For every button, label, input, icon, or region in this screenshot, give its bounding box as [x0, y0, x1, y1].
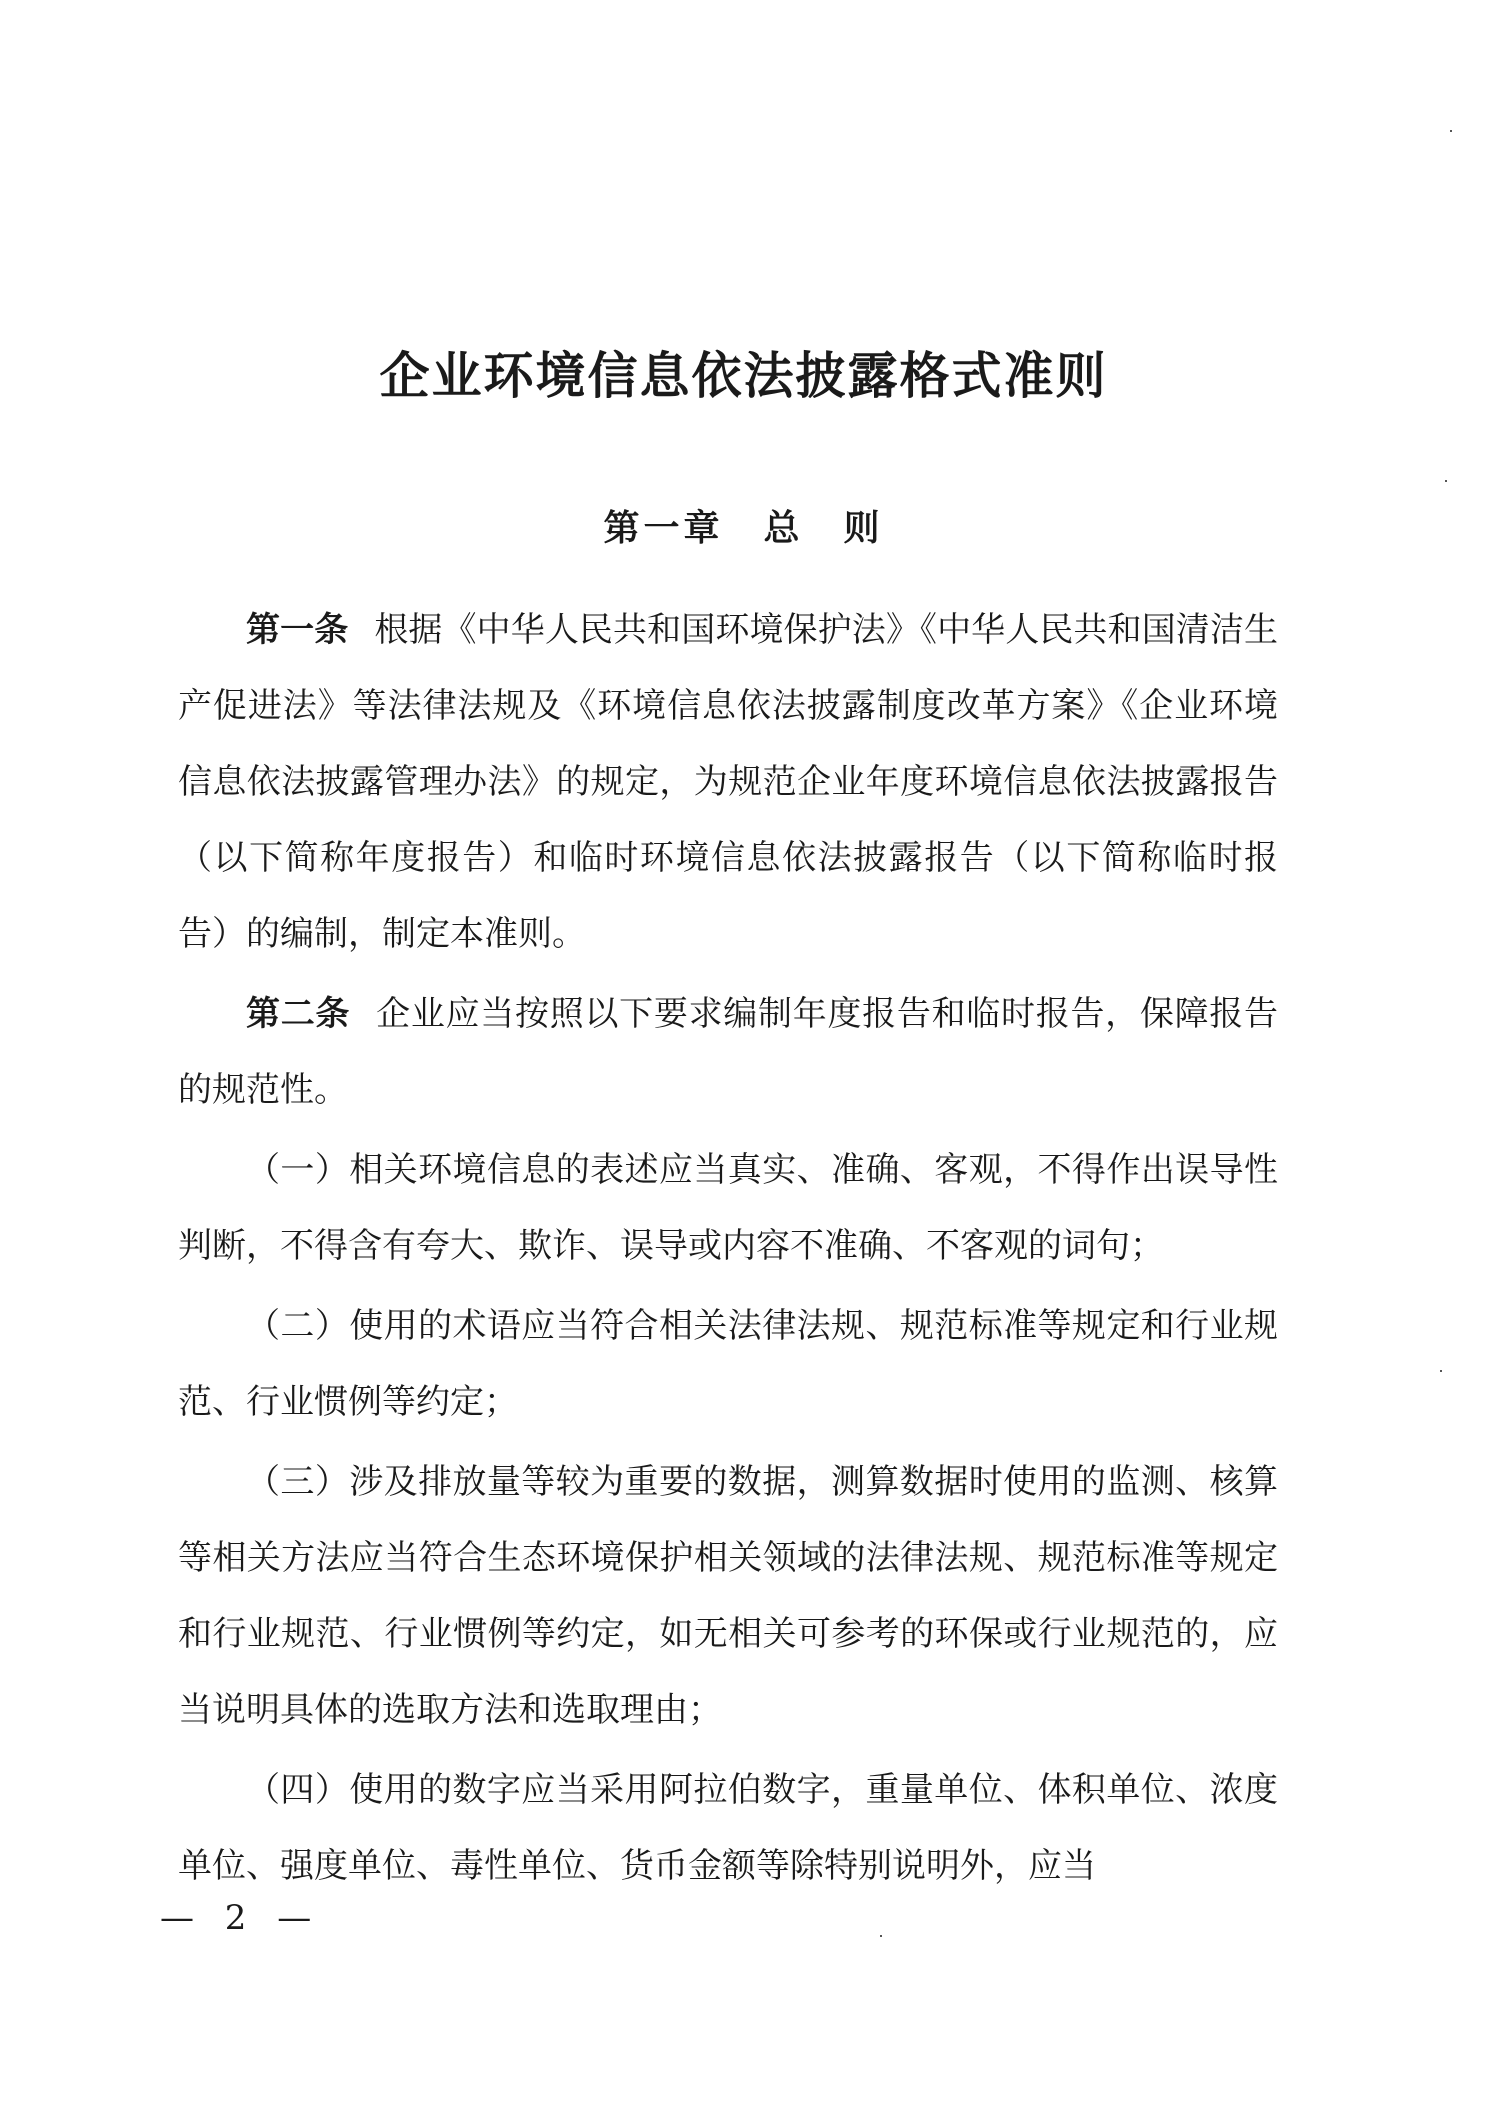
chapter-number: 第一章 — [603, 507, 724, 549]
scan-speck — [1450, 130, 1452, 132]
article-text: 根据《中华人民共和国环境保护法》《中华人民共和国清洁生产促进法》等法律法规及《环境信息依法披露制度改革方案》《企业环境信息依法披露管理办法》的规定，为规范企业年度环境信息依法披露报告（以下简称年度报告）和临时环境信息依法披露报告（以下简称临时报告）的编制，制定本准则。 — [178, 610, 1279, 954]
chapter-name-part2: 则 — [843, 507, 884, 549]
document-title: 企业环境信息依法披露格式准则 — [379, 346, 1108, 405]
list-item-1: （一）相关环境信息的表述应当真实、准确、客观，不得作出误导性判断，不得含有夸大、欺诈、误导或内容不准确、不客观的词句； — [178, 1150, 1278, 1266]
scan-speck — [1445, 480, 1447, 482]
scan-speck — [880, 1935, 882, 1937]
article-1-paragraph — [178, 592, 1278, 972]
document-body — [178, 592, 1278, 1908]
list-item-3: （三）涉及排放量等较为重要的数据，测算数据时使用的监测、核算等相关方法应当符合生态环境保护相关领域的法律法规、规范标准等规定和行业规范、行业惯例等约定，如无相关可参考的环保或行业规范的，应当说明具体的选取方法和选取理由； — [178, 1462, 1278, 1730]
article-text: 企业应当按照以下要求编制年度报告和临时报告，保障报告的规范性。 — [178, 994, 1279, 1110]
chapter-heading — [0, 500, 1487, 551]
list-item-4: （四）使用的数字应当采用阿拉伯数字，重量单位、体积单位、浓度单位、强度单位、毒性单位、货币金额等除特别说明外，应当 — [178, 1770, 1278, 1886]
list-item-2: （二）使用的术语应当符合相关法律法规、规范标准等规定和行业规范、行业惯例等约定； — [178, 1306, 1278, 1422]
scan-speck — [1440, 1370, 1442, 1372]
chapter-name-part1: 总 — [763, 507, 804, 549]
page-number: — 2 — — [160, 1898, 322, 1938]
article-2-paragraph — [178, 976, 1278, 1128]
article-label: 第一条 — [246, 610, 349, 650]
article-label: 第二条 — [246, 994, 351, 1034]
